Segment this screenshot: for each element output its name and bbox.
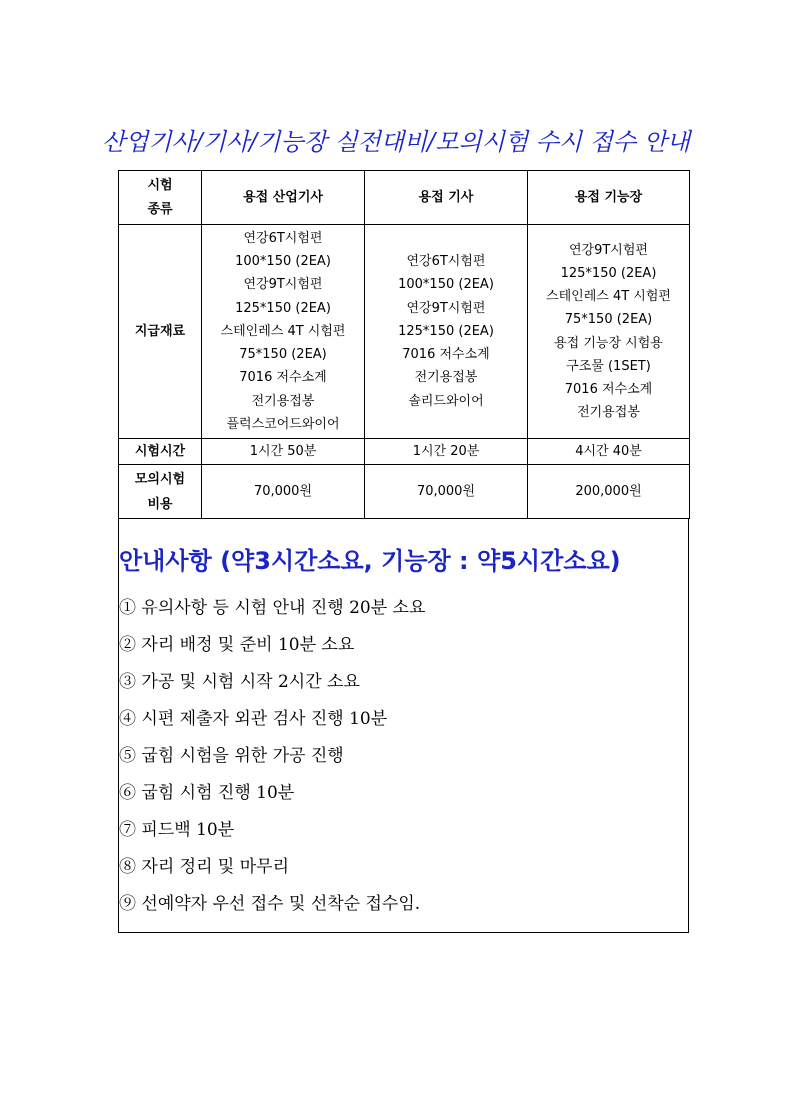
time-row bbox=[119, 439, 690, 465]
table-header-row bbox=[119, 171, 690, 225]
materials-col3-cell bbox=[528, 225, 690, 439]
notice-item: ⑨ 선예약자 우선 접수 및 선착순 접수임. bbox=[119, 894, 421, 914]
time-value-1: 1시간 50분 bbox=[202, 439, 365, 465]
materials-row bbox=[119, 225, 690, 439]
material-item: 전기용접봉 bbox=[251, 393, 315, 409]
cost-label-line1: 모의시험 bbox=[134, 471, 186, 487]
header-exam-type-line2: 종류 bbox=[147, 201, 173, 217]
material-item: 전기용접봉 bbox=[414, 370, 478, 386]
material-item: 플럭스코어드와이어 bbox=[226, 416, 340, 432]
material-item: 7016 저수소계 bbox=[239, 370, 327, 386]
notice-list bbox=[119, 595, 425, 928]
material-item: 용접 기능장 시험용 bbox=[554, 335, 663, 351]
material-item: 연강6T시험편 bbox=[406, 254, 486, 270]
cost-value-2: 70,000원 bbox=[365, 465, 528, 519]
notice-item: ③ 가공 및 시험 시작 2시간 소요 bbox=[119, 672, 360, 692]
material-item: 구조물 (1SET) bbox=[566, 358, 651, 374]
material-item: 75*150 (2EA) bbox=[239, 347, 327, 363]
notice-item: ④ 시편 제출자 외관 검사 진행 10분 bbox=[119, 709, 388, 729]
notice-item: ⑥ 굽힘 시험 진행 10분 bbox=[119, 783, 295, 803]
cost-label-line2: 비용 bbox=[147, 496, 173, 512]
material-item: 스테인레스 4T 시험편 bbox=[220, 323, 346, 339]
cost-value-1: 70,000원 bbox=[202, 465, 365, 519]
material-item: 125*150 (2EA) bbox=[398, 323, 494, 339]
material-item: 연강9T시험편 bbox=[568, 242, 648, 258]
notice-item: ① 유의사항 등 시험 안내 진행 20분 소요 bbox=[119, 598, 426, 618]
time-value-3: 4시간 40분 bbox=[528, 439, 690, 465]
material-item: 연강9T시험편 bbox=[243, 277, 323, 293]
material-item: 125*150 (2EA) bbox=[560, 265, 657, 281]
material-item: 75*150 (2EA) bbox=[564, 312, 653, 328]
time-label: 시험시간 bbox=[119, 439, 202, 465]
notice-heading: 안내사항 (약3시간소요, 기능장 : 약5시간소요) bbox=[119, 547, 621, 575]
exam-info-table bbox=[118, 170, 690, 519]
header-industrial-engineer: 용접 산업기사 bbox=[202, 171, 365, 225]
header-engineer: 용접 기사 bbox=[365, 171, 528, 225]
cost-row bbox=[119, 465, 690, 519]
materials-col1-cell bbox=[202, 225, 365, 439]
material-item: 연강6T시험편 bbox=[243, 231, 323, 247]
time-value-2: 1시간 20분 bbox=[365, 439, 528, 465]
material-item: 연강9T시험편 bbox=[406, 300, 486, 316]
material-item: 100*150 (2EA) bbox=[235, 254, 331, 270]
materials-col2-list bbox=[365, 250, 527, 412]
notice-item: ② 자리 배정 및 준비 10분 소요 bbox=[119, 635, 355, 655]
materials-label: 지급재료 bbox=[119, 225, 202, 439]
material-item: 7016 저수소계 bbox=[402, 347, 490, 363]
header-exam-type-line1: 시험 bbox=[147, 177, 173, 193]
material-item: 100*150 (2EA) bbox=[398, 277, 494, 293]
materials-col3-list bbox=[528, 239, 689, 425]
cost-value-3: 200,000원 bbox=[528, 465, 690, 519]
notice-item: ⑧ 자리 정리 및 마무리 bbox=[119, 857, 289, 877]
materials-col1-list bbox=[202, 227, 364, 436]
material-item: 7016 저수소계 bbox=[564, 381, 653, 397]
notice-item: ⑦ 피드백 10분 bbox=[119, 820, 235, 840]
material-item: 솔리드와이어 bbox=[408, 393, 484, 409]
material-item: 스테인레스 4T 시험편 bbox=[546, 289, 671, 305]
page-title: 산업기사/기사/기능장 실전대비/모의시험 수시 접수 안내 bbox=[101, 128, 690, 156]
header-exam-type-cell bbox=[119, 171, 202, 225]
material-item: 125*150 (2EA) bbox=[235, 300, 331, 316]
notice-box bbox=[118, 519, 689, 933]
material-item: 전기용접봉 bbox=[577, 405, 640, 421]
materials-col2-cell bbox=[365, 225, 528, 439]
notice-item: ⑤ 굽힘 시험을 위한 가공 진행 bbox=[119, 746, 344, 766]
cost-label-cell bbox=[119, 465, 202, 519]
header-master-craftsman: 용접 기능장 bbox=[528, 171, 690, 225]
